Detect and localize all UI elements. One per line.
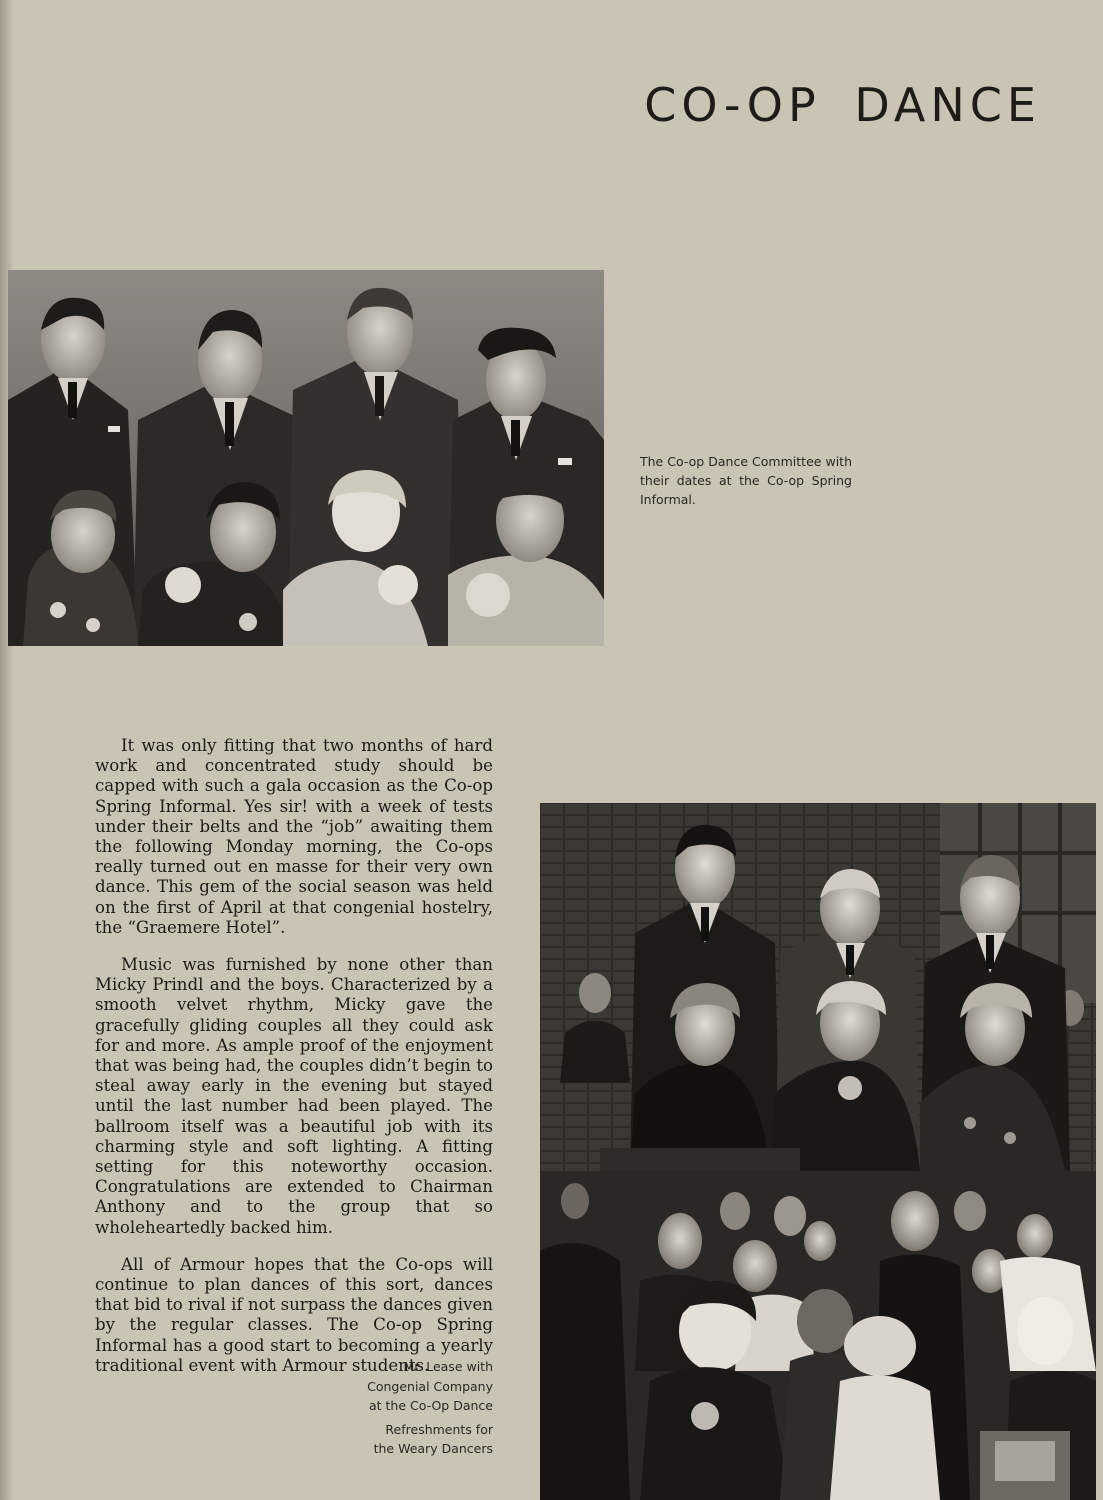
committee-photo-image [8, 270, 604, 646]
article-body [95, 736, 493, 1393]
page-title: CO-OP DANCE [644, 78, 1041, 132]
mr-lease-photo [540, 803, 1096, 1171]
committee-photo-caption: The Co-op Dance Committee with their dates at the Co-op Spring Informal. [640, 454, 852, 507]
mr-lease-caption-line: at the Co-Op Dance [368, 1398, 493, 1413]
mr-lease-photo-image [540, 803, 1096, 1171]
article-paragraph: Music was furnished by none other than Micky Prindl and the boys. Characterized by a smooth velvet rhythm, Micky gave the gracefully gliding couples all they could ask for and more. As ample proof of the enjoyment that was being had, the couples didn’t begin to steal away early in the evening but stayed until the last number had been played. The ballroom itself was a beautiful job with its charming style and soft lighting. A fitting setting for this noteworthy occasion. Congratulations are extended to Chairman Anthony and to the group that so wholeheartedly backed him. [95, 955, 493, 1237]
refreshments-caption-line: the Weary Dancers [373, 1441, 493, 1456]
side-captions [340, 1357, 493, 1459]
refreshments-caption-line: Refreshments for [385, 1421, 493, 1437]
mr-lease-caption-line: Congenial Company [367, 1378, 493, 1394]
refreshments-photo-image [540, 1171, 1096, 1500]
article-paragraph: All of Armour hopes that the Co-ops will continue to plan dances of this sort, dances that bid to rival if not surpass the dances given by the regular classes. The Co-op Spring Informal has a good start to becoming a yearly traditional event with Armour students. [95, 1254, 493, 1375]
committee-photo [8, 270, 604, 646]
refreshments-photo [540, 1171, 1096, 1500]
page-binding-edge [0, 0, 14, 1500]
article-paragraph: It was only fitting that two months of hard work and concentrated study should be capped with such a gala occasion as the Co-op Spring Informal. Yes sir! with a week of tests under their belts and the “job” awaiting them the following Monday morning, the Co-ops really turned out en masse for their very own dance. This gem of the social season was held on the first of April at that congenial hostelry, the “Graemere Hotel”. [95, 736, 493, 937]
mr-lease-caption-line: Mr. Lease with [403, 1359, 493, 1374]
